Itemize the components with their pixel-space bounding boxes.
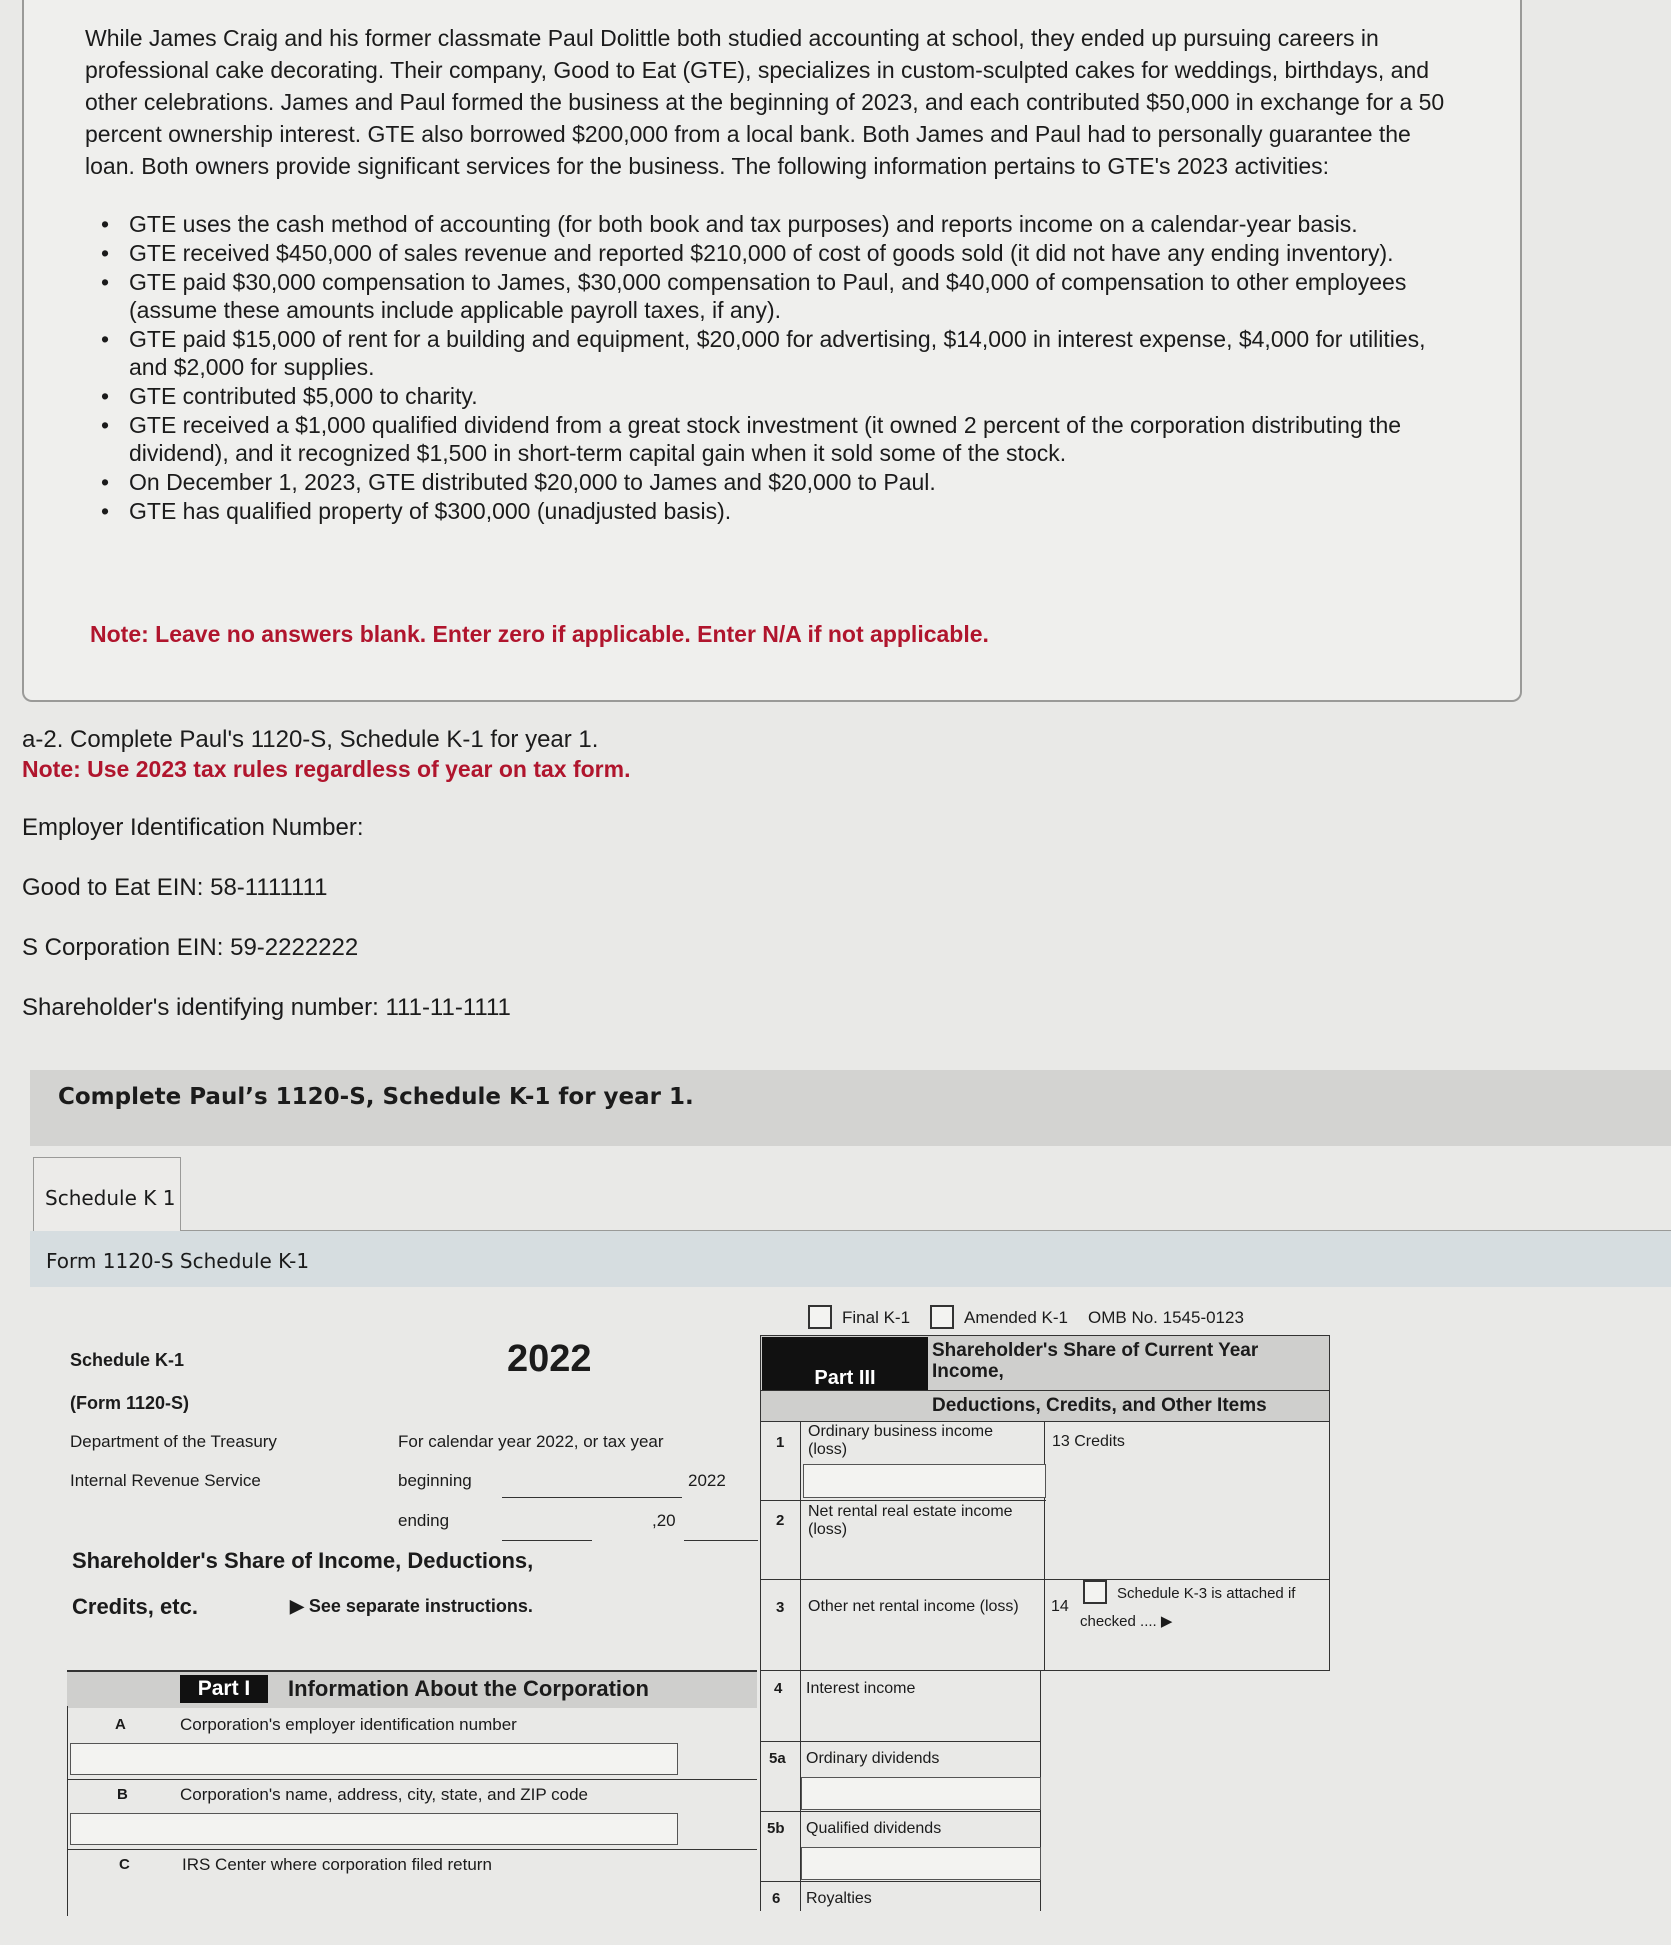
schedule-label: Schedule K-1 (70, 1350, 185, 1370)
irs-label: Internal Revenue Service (70, 1471, 261, 1490)
answer-note: Note: Leave no answers blank. Enter zero if applicable. Enter N/A if not applicable. (90, 621, 989, 647)
k3-attached-label: Schedule K-3 is attached if (1117, 1585, 1296, 1602)
problem-intro: While James Craig and his former classmate Paul Dolittle both studied accounting at school, they ended up pursuing careers in professional cake decorating. Their company, Good to Eat (GTE), specializes in custom-sculpted cakes for weddings, birthdays, and other celebrations. James and Paul formed the business at the beginning of 2023, and each contributed $50,000 in exchange for a 50 percent ownership interest. GTE also borrowed $200,000 from a local bank. Both James and Paul had to personally guarantee the loan. Both owners provide significant services for the business. The following information pertains to GTE's 2023 activities: (85, 25, 1445, 179)
tab-schedule-k1[interactable]: Schedule K 1 (33, 1157, 181, 1231)
rowB-divider (67, 1849, 757, 1850)
rowC-letter: C (119, 1856, 130, 1873)
ein-heading: Employer Identification Number: (22, 814, 364, 841)
ending-year-line (684, 1540, 758, 1541)
ending-date-line (502, 1540, 592, 1541)
omb-number: OMB No. 1545-0123 (1088, 1308, 1244, 1327)
k3-attached-checkbox[interactable] (1083, 1580, 1107, 1604)
line5a-divider (760, 1811, 1040, 1812)
part3-subtitle: Deductions, Credits, and Other Items (932, 1395, 1267, 1416)
rowA-divider (67, 1779, 757, 1780)
part1-badge: Part I (180, 1675, 268, 1703)
bullet-item: • GTE has qualified property of $300,000 (unadjusted basis). (95, 497, 1455, 525)
part3-num-divider (800, 1421, 801, 1911)
corp-name-address-input[interactable] (70, 1813, 678, 1845)
amended-k1-checkbox[interactable] (930, 1305, 954, 1329)
line5b-label: Qualified dividends (806, 1820, 942, 1837)
line2-label: Net rental real estate income (loss) (808, 1503, 1013, 1538)
calendar-year-label: For calendar year 2022, or tax year (398, 1432, 664, 1451)
line2-divider (760, 1579, 1330, 1580)
rowB-letter: B (117, 1786, 128, 1803)
beginning-label: beginning (398, 1471, 472, 1490)
part3-outer-left (760, 1421, 761, 1911)
bullet-item: • On December 1, 2023, GTE distributed $20,000 to James and $20,000 to Paul. (95, 468, 1455, 496)
line5b-num: 5b (767, 1820, 785, 1837)
line1-divider (760, 1500, 1046, 1501)
part3-mid-divider-top (1044, 1421, 1045, 1671)
question-title: a-2. Complete Paul's 1120-S, Schedule K-1 for year 1. (22, 726, 599, 753)
ending-label: ending (398, 1511, 450, 1530)
line5b-divider (760, 1881, 1040, 1882)
bullet-item: • GTE received a $1,000 qualified dividend from a great stock investment (it owned 2 percent of the corporation distributing the dividend), and it recognized $1,500 in short-term capital gain when it sold some of the stock. (95, 411, 1455, 467)
line5b-input[interactable] (801, 1847, 1041, 1880)
beginning-year: 2022 (688, 1471, 726, 1490)
bullet-item: • GTE received $450,000 of sales revenue and reported $210,000 of cost of goods sold (it did not have any ending inventory). (95, 239, 1455, 267)
corp-ein-input[interactable] (70, 1743, 678, 1775)
line5a-input[interactable] (801, 1777, 1041, 1810)
part3-badge: Part III (762, 1337, 928, 1419)
bullet-item: • GTE paid $30,000 compensation to James, $30,000 compensation to Paul, and $40,000 of compensation to other employees (assume these amounts include applicable payroll taxes, if any). (95, 268, 1455, 324)
dept-label: Department of the Treasury (70, 1432, 277, 1451)
line13-label: 13 Credits (1052, 1433, 1125, 1450)
rowC-label: IRS Center where corporation filed return (182, 1855, 492, 1874)
amended-k1-label: Amended K-1 (964, 1308, 1068, 1327)
k3-checked-label: checked .... ▶ (1080, 1613, 1173, 1630)
bullet-item: • GTE uses the cash method of accounting (for both book and tax purposes) and reports income on a calendar-year basis. (95, 210, 1455, 238)
line4-divider (760, 1741, 1040, 1742)
line14-num: 14 (1051, 1598, 1069, 1615)
line1-label: Ordinary business income (loss) (808, 1423, 993, 1458)
gte-ein: Good to Eat EIN: 58-1111111 (22, 874, 328, 901)
bullet-item: • GTE contributed $5,000 to charity. (95, 382, 1455, 410)
instruction-banner-text: Complete Paul’s 1120-S, Schedule K-1 for year 1. (58, 1084, 694, 1110)
part3-outer-right (1329, 1421, 1330, 1671)
rowA-label: Corporation's employer identification number (180, 1715, 517, 1734)
final-k1-label: Final K-1 (842, 1308, 911, 1327)
form-name: (Form 1120-S) (70, 1393, 190, 1413)
line1-num: 1 (776, 1434, 785, 1451)
final-k1-checkbox[interactable] (808, 1305, 832, 1329)
rowA-letter: A (115, 1716, 126, 1733)
part1-title: Information About the Corporation (288, 1676, 649, 1701)
line4-num: 4 (774, 1680, 783, 1697)
tax-year: 2022 (507, 1338, 592, 1380)
tax-rule-note: Note: Use 2023 tax rules regardless of year on tax form. (22, 756, 631, 782)
line5a-num: 5a (769, 1750, 786, 1767)
line3-divider (760, 1670, 1330, 1671)
line6-num: 6 (772, 1890, 781, 1907)
ending-year: ,20 (652, 1511, 676, 1530)
scorp-ein: S Corporation EIN: 59-2222222 (22, 934, 359, 961)
form-title: Form 1120-S Schedule K-1 (46, 1249, 310, 1273)
line3-label: Other net rental income (loss) (808, 1598, 1019, 1615)
line2-num: 2 (776, 1512, 785, 1529)
credits-etc: Credits, etc. (72, 1594, 198, 1619)
part1-left-border (67, 1706, 68, 1916)
line3-num: 3 (776, 1599, 785, 1616)
line1-input[interactable] (803, 1464, 1046, 1498)
line5a-label: Ordinary dividends (806, 1750, 940, 1767)
problem-bullets (95, 210, 1455, 526)
beginning-date-line (502, 1497, 682, 1498)
line6-label: Royalties (806, 1890, 872, 1907)
rowB-label: Corporation's name, address, city, state, and ZIP code (180, 1785, 588, 1804)
part3-title: Shareholder's Share of Current Year Income, (932, 1340, 1259, 1382)
bullet-item: • GTE paid $15,000 of rent for a building and equipment, $20,000 for advertising, $14,000 in interest expense, $4,000 for utilities, and $2,000 for supplies. (95, 325, 1455, 381)
share-title: Shareholder's Share of Income, Deductions, (72, 1548, 534, 1573)
line4-label: Interest income (806, 1680, 916, 1697)
shareholder-id: Shareholder's identifying number: 111-11-1111 (22, 994, 511, 1021)
see-instructions: ▶ See separate instructions. (290, 1596, 533, 1616)
